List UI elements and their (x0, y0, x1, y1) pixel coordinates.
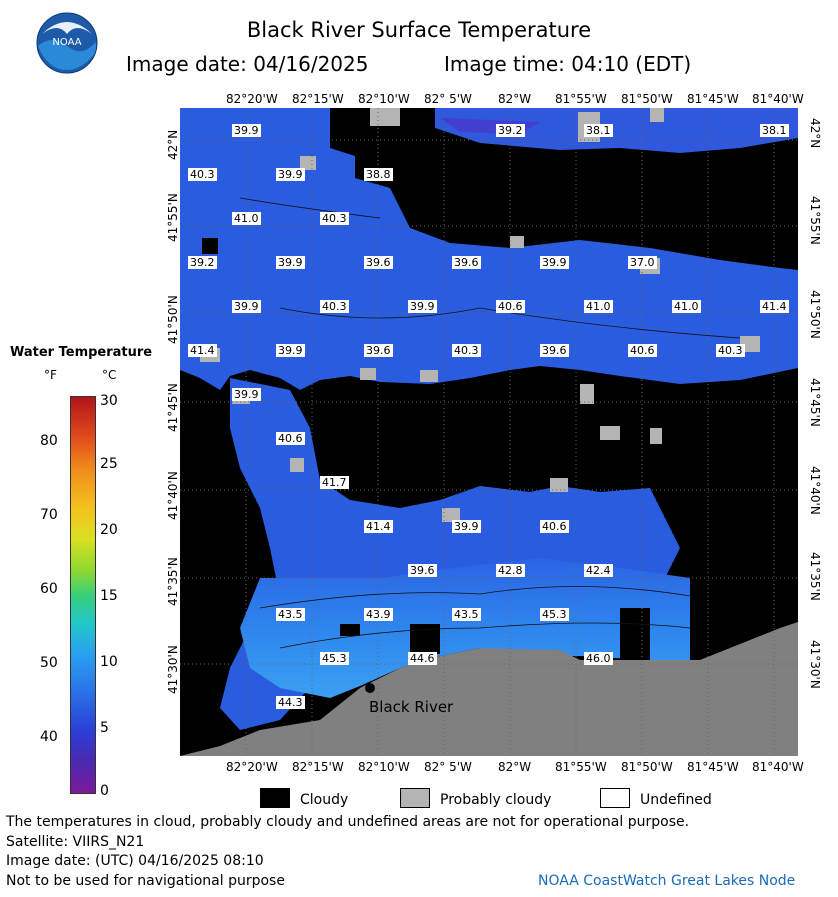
lat-label: 41°55'N (808, 196, 822, 245)
lon-label: 81°40'W (752, 92, 804, 106)
c-tick: 25 (100, 456, 118, 472)
footer-nav-warning: Not to be used for navigational purpose (6, 873, 285, 889)
temp-label: 39.9 (542, 256, 567, 269)
c-tick: 15 (100, 588, 118, 604)
lat-label: 41°45'N (808, 378, 822, 427)
lat-label: 41°30'N (166, 645, 180, 694)
lat-label: 42°N (808, 118, 822, 149)
temp-label: 41.4 (762, 300, 787, 313)
lat-label: 41°55'N (166, 193, 180, 242)
temp-label: 41.0 (234, 212, 259, 225)
temp-label: 38.1 (762, 124, 787, 137)
temp-label: 43.9 (366, 608, 391, 621)
probably-cloudy-label: Probably cloudy (440, 792, 552, 808)
temp-label: 44.6 (410, 652, 435, 665)
temp-label: 39.2 (190, 256, 215, 269)
temp-label: 40.3 (718, 344, 743, 357)
temp-label: 43.5 (278, 608, 303, 621)
temp-label: 39.6 (542, 344, 567, 357)
lat-label: 41°50'N (808, 290, 822, 339)
temp-label: 39.6 (410, 564, 435, 577)
legend-unit-c: °C (102, 368, 117, 382)
f-tick: 70 (40, 507, 58, 523)
lon-label: 81°45'W (687, 760, 739, 774)
cloudy-swatch (260, 788, 290, 808)
temp-label: 46.0 (586, 652, 611, 665)
temp-label: 39.9 (278, 168, 303, 181)
temp-label: 45.3 (322, 652, 347, 665)
temp-label: 45.3 (542, 608, 567, 621)
lat-label: 41°45'N (166, 383, 180, 432)
image-time: Image time: 04:10 (EDT) (444, 52, 692, 76)
temp-label: 41.4 (366, 520, 391, 533)
lon-label: 81°55'W (555, 760, 607, 774)
lon-label: 81°40'W (752, 760, 804, 774)
temp-label: 39.6 (366, 344, 391, 357)
lon-label: 82°15'W (292, 92, 344, 106)
lat-label: 41°40'N (166, 471, 180, 520)
legend-title: Water Temperature (10, 345, 153, 360)
temp-label: 39.6 (366, 256, 391, 269)
temp-label: 38.8 (366, 168, 391, 181)
probably-cloudy-swatch (400, 788, 430, 808)
footer-satellite: Satellite: VIIRS_N21 (6, 834, 145, 850)
temp-label: 41.0 (586, 300, 611, 313)
c-tick: 20 (100, 522, 118, 538)
temp-label: 37.0 (630, 256, 655, 269)
image-date: Image date: 04/16/2025 (126, 52, 369, 76)
lon-label: 82°W (498, 92, 532, 106)
cloudy-label: Cloudy (300, 792, 349, 808)
lon-label: 81°50'W (621, 760, 673, 774)
temp-label: 40.6 (278, 432, 303, 445)
temperature-map (180, 108, 798, 756)
lon-label: 82°20'W (226, 760, 278, 774)
temp-label: 40.3 (322, 300, 347, 313)
f-tick: 50 (40, 655, 58, 671)
temp-label: 39.6 (454, 256, 479, 269)
f-tick: 80 (40, 433, 58, 449)
lon-label: 82°W (498, 760, 532, 774)
noaa-logo-text: NOAA (52, 37, 82, 48)
legend-unit-f: °F (44, 368, 57, 382)
lat-label: 41°35'N (166, 557, 180, 606)
place-label-black-river: Black River (369, 698, 454, 716)
temp-label: 39.9 (234, 388, 259, 401)
c-tick: 10 (100, 654, 118, 670)
temp-label: 43.5 (454, 608, 479, 621)
f-tick: 60 (40, 581, 58, 597)
lon-label: 81°50'W (621, 92, 673, 106)
lat-label: 42°N (166, 129, 180, 160)
lat-label: 41°50'N (166, 295, 180, 344)
temp-label: 40.6 (498, 300, 523, 313)
black-river-outlet-icon (365, 683, 375, 693)
undefined-swatch (600, 788, 630, 808)
temperature-color-bar (70, 396, 96, 794)
temp-label: 41.7 (322, 476, 347, 489)
c-tick: 5 (100, 720, 109, 736)
temp-label: 44.3 (278, 696, 303, 709)
temp-label: 39.9 (410, 300, 435, 313)
temp-label: 39.9 (278, 344, 303, 357)
lon-label: 82°20'W (226, 92, 278, 106)
temp-label: 39.9 (234, 124, 259, 137)
temp-label: 41.4 (190, 344, 215, 357)
lon-label: 82°15'W (292, 760, 344, 774)
lat-label: 41°30'N (808, 640, 822, 689)
temp-label: 42.8 (498, 564, 523, 577)
c-tick: 0 (100, 783, 109, 799)
lon-label: 81°55'W (555, 92, 607, 106)
temp-label: 39.9 (454, 520, 479, 533)
footer-credit: NOAA CoastWatch Great Lakes Node (538, 873, 796, 889)
lat-label: 41°40'N (808, 466, 822, 515)
map-canvas (180, 108, 798, 756)
c-tick: 30 (100, 393, 118, 409)
f-tick: 40 (40, 729, 58, 745)
lon-label: 82° 5'W (424, 760, 472, 774)
temp-label: 39.2 (498, 124, 523, 137)
temp-label: 39.9 (234, 300, 259, 313)
temp-label: 41.0 (674, 300, 699, 313)
footer-disclaimer: The temperatures in cloud, probably cloudy and undefined areas are not for operational purpose. (6, 814, 690, 830)
page-title: Black River Surface Temperature (246, 18, 592, 42)
temp-label: 39.9 (278, 256, 303, 269)
temp-label: 38.1 (586, 124, 611, 137)
lat-label: 41°35'N (808, 552, 822, 601)
temp-label: 40.3 (454, 344, 479, 357)
lon-label: 82° 5'W (424, 92, 472, 106)
lon-label: 81°45'W (687, 92, 739, 106)
temp-label: 40.3 (190, 168, 215, 181)
lon-label: 82°10'W (358, 92, 410, 106)
temp-label: 40.6 (542, 520, 567, 533)
temp-label: 42.4 (586, 564, 611, 577)
temp-label: 40.6 (630, 344, 655, 357)
lon-label: 82°10'W (358, 760, 410, 774)
footer-image-date: Image date: (UTC) 04/16/2025 08:10 (6, 853, 264, 869)
temp-label: 40.3 (322, 212, 347, 225)
undefined-label: Undefined (640, 792, 712, 808)
